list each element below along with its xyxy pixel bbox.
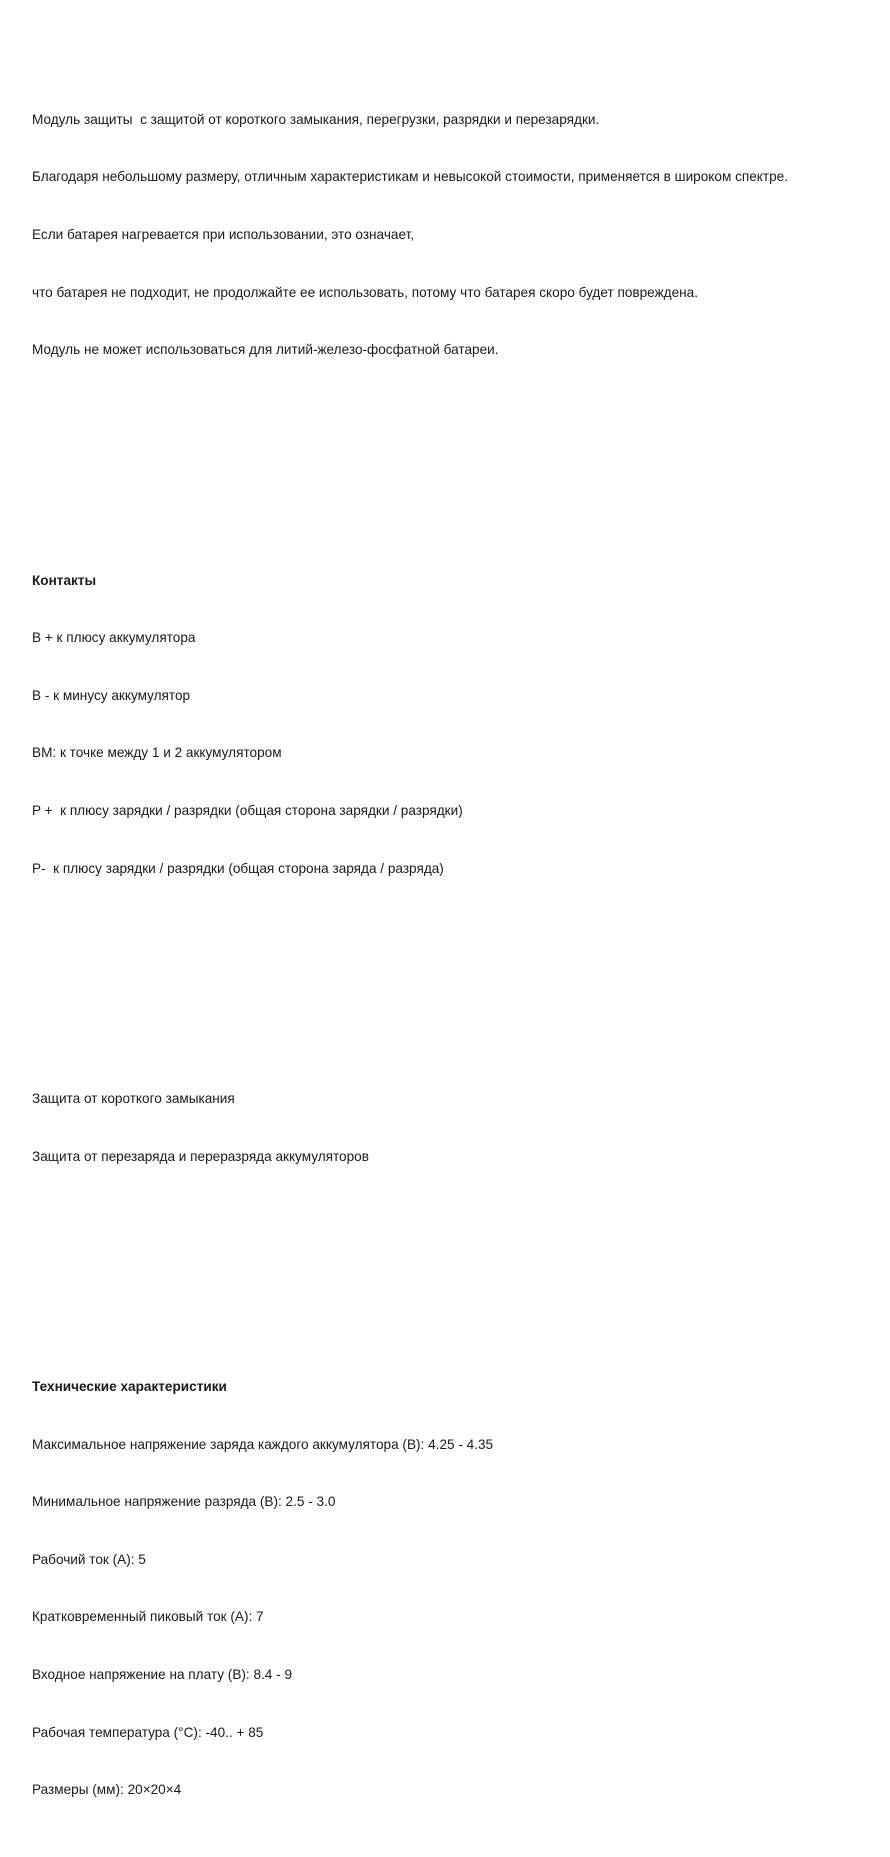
contacts-section xyxy=(32,532,882,916)
spec-item: Рабочий ток (А): 5 xyxy=(32,1551,146,1567)
protection-item: Защита от короткого замыкания xyxy=(32,1090,235,1106)
intro-line-5: Модуль не может использоваться для литий-железо-фосфатной батареи. xyxy=(32,342,499,358)
intro-line-2: Благодаря небольшому размеру, отличным характеристикам и невысокой стоимости, применяется в широком спектре. xyxy=(32,169,789,185)
spec-item: Кратковременный пиковый ток (А): 7 xyxy=(32,1609,264,1625)
contact-item: B - к минусу аккумулятор xyxy=(32,687,191,703)
protection-section xyxy=(32,1051,882,1205)
intro-line-3: Если батарея нагревается при использовании, это означает, xyxy=(32,227,415,242)
intro-line-4: что батарея не подходит, не продолжайте ее использовать, потому что батарея скоро будет повреждена. xyxy=(32,284,699,300)
spacer xyxy=(32,974,882,993)
protection-item: Защита от перезаряда и переразряда аккумуляторов xyxy=(32,1148,369,1164)
spec-item: Рабочая температура (°C): -40.. + 85 xyxy=(32,1724,264,1740)
specs-heading: Технические характеристики xyxy=(32,1378,227,1394)
spec-item: Максимальное напряжение заряда каждого аккумулятора (В): 4.25 - 4.35 xyxy=(32,1436,494,1452)
contact-item: P + к плюсу зарядки / разрядки (общая сторона зарядки / разрядки) xyxy=(32,802,463,818)
contact-item: P- к плюсу зарядки / разрядки (общая сторона заряда / разряда) xyxy=(32,860,444,876)
intro-section xyxy=(32,71,882,397)
intro-line-1: Модуль защиты с защитой от короткого замыкания, перегрузки, разрядки и перезарядки. xyxy=(32,111,600,127)
spacer xyxy=(32,455,882,474)
spec-item: Размеры (мм): 20×20×4 xyxy=(32,1782,182,1798)
contact-item: B + к плюсу аккумулятора xyxy=(32,630,196,646)
contact-item: BM: к точке между 1 и 2 аккумулятором xyxy=(32,745,282,761)
spacer xyxy=(32,1262,882,1281)
spec-item: Минимальное напряжение разряда (В): 2.5 - 3.0 xyxy=(32,1494,336,1510)
spec-item: Входное напряжение на плату (В): 8.4 - 9 xyxy=(32,1666,293,1682)
specs-section xyxy=(32,1339,882,1838)
document-body xyxy=(32,33,882,1857)
contacts-heading: Контакты xyxy=(32,572,97,588)
